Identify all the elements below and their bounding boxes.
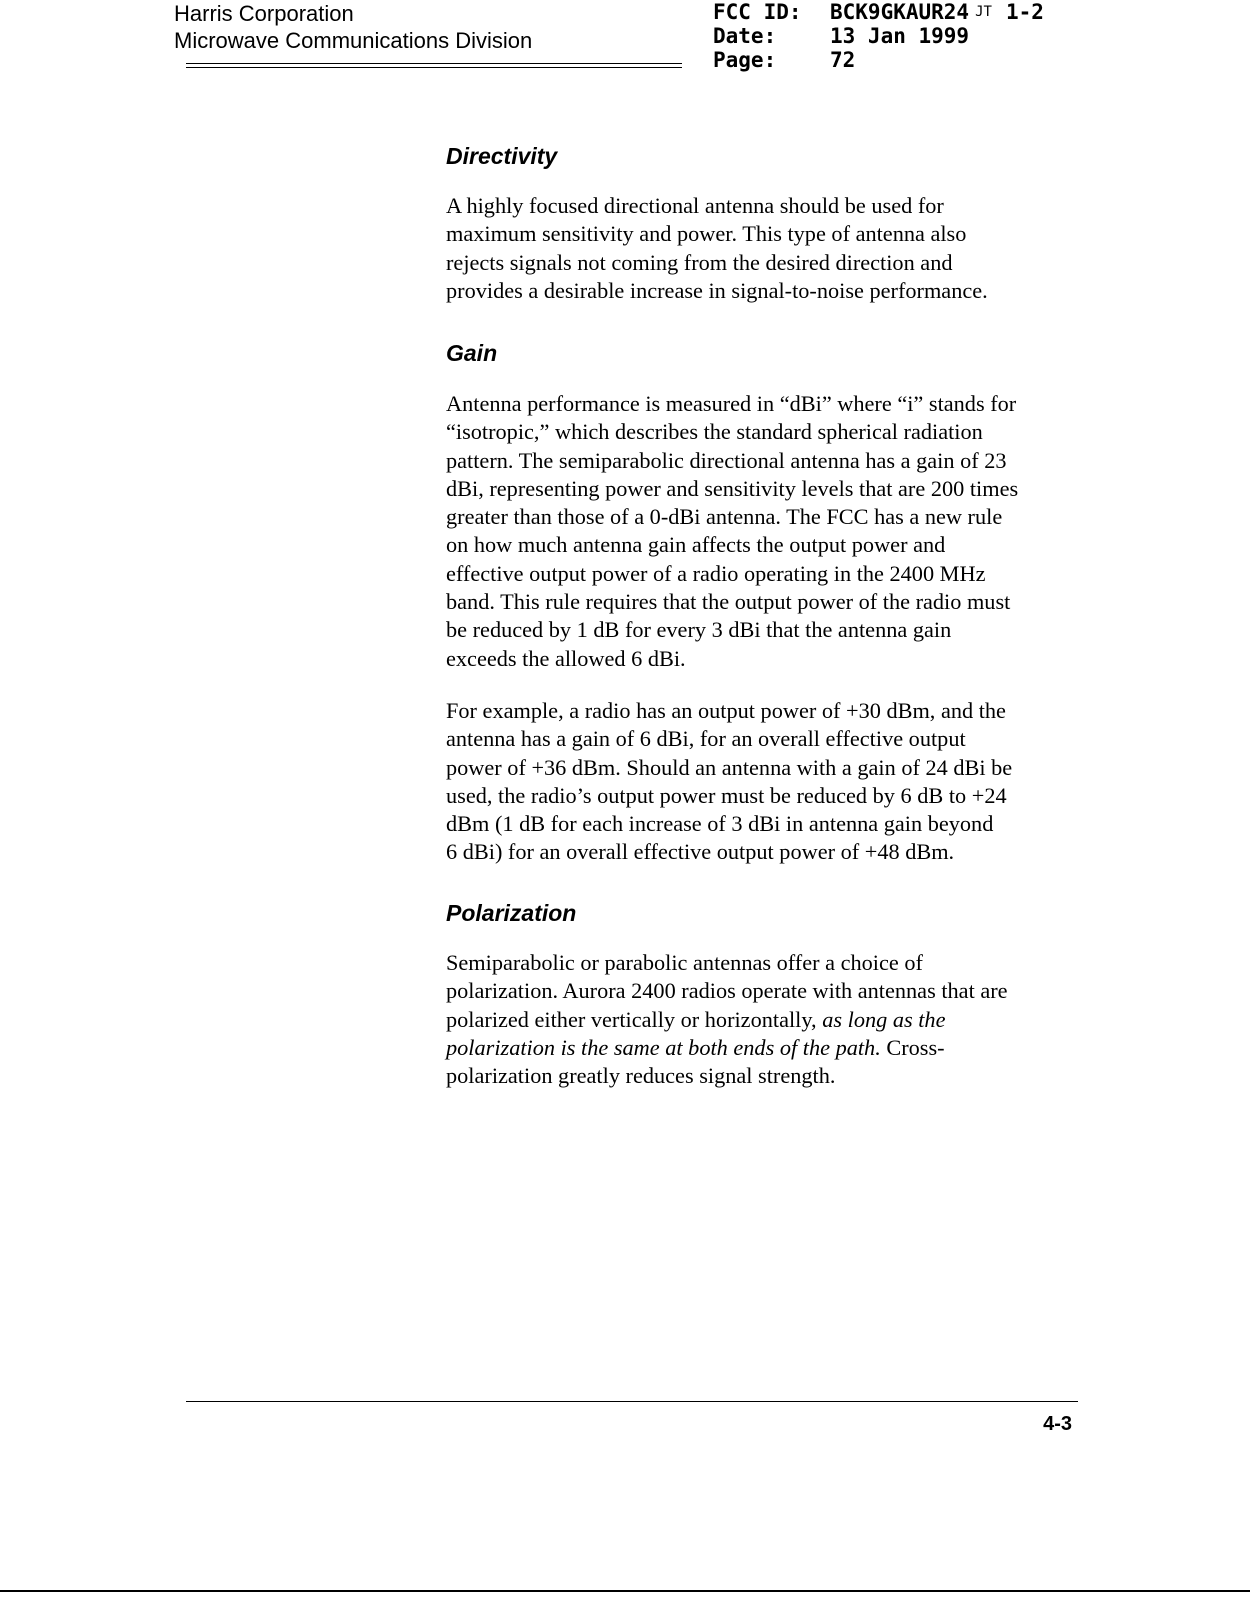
company-name: Harris Corporation	[174, 1, 354, 26]
text-line: be reduced by 1 dB for every 3 dBi that the antenna gain	[446, 617, 952, 643]
text-line: pattern. The semiparabolic directional antenna has a gain of 23	[446, 447, 1007, 473]
italic-run: polarization is the same at both ends of the path.	[446, 1034, 881, 1060]
text-line: polarization. Aurora 2400 radios operate with antennas that are	[446, 978, 1008, 1004]
italic-run: as long as the	[822, 1006, 946, 1032]
header-right	[713, 0, 1044, 72]
text-line: rejects signals not coming from the desired direction and	[446, 249, 953, 275]
fcc-id-label: FCC ID:	[713, 0, 802, 24]
text-line-mixed	[446, 1006, 1086, 1034]
text-line: antenna has a gain of 6 dBi, for an overall effective output	[446, 726, 966, 752]
text-run: Cross-	[886, 1034, 945, 1060]
text-line: dBm (1 dB for each increase of 3 dBi in antenna gain beyond	[446, 811, 994, 837]
heading-polarization: Polarization	[446, 900, 577, 926]
text-run: polarized either vertically or horizontally,	[446, 1006, 817, 1032]
page-row	[713, 48, 1044, 72]
heading-gain: Gain	[446, 340, 498, 366]
date-label: Date:	[713, 24, 777, 48]
text-line: For example, a radio has an output power of +30 dBm, and the	[446, 698, 1006, 723]
date-value: 13 Jan 1999	[830, 24, 970, 48]
header-rule-top	[186, 63, 682, 64]
text-line: polarization greatly reduces signal strength.	[446, 1063, 836, 1089]
text-line: used, the radio’s output power must be reduced by 6 dB to +24	[446, 782, 1007, 808]
text-line-mixed	[446, 1034, 1086, 1062]
text-line: Semiparabolic or parabolic antennas offer a choice of	[446, 950, 923, 975]
division-name: Microwave Communications Division	[174, 28, 533, 53]
fcc-id-row	[713, 0, 1044, 24]
text-line: exceeds the allowed 6 dBi.	[446, 645, 686, 671]
text-line: band. This rule requires that the output power of the radio must	[446, 589, 1011, 615]
footer-rule	[186, 1401, 1078, 1402]
text-line: “isotropic,” which describes the standard spherical radiation	[446, 419, 983, 445]
page-value: 72	[830, 48, 856, 72]
paragraph-polarization	[446, 949, 1086, 1090]
text-line: effective output power of a radio operating in the 2400 MHz	[446, 560, 986, 586]
text-line: on how much antenna gain affects the output power and	[446, 532, 946, 558]
heading-directivity: Directivity	[446, 143, 558, 169]
date-row	[713, 24, 1044, 48]
text-line: greater than those of a 0-dBi antenna. The FCC has a new rule	[446, 504, 1003, 530]
text-line: A highly focused directional antenna should be used for	[446, 193, 944, 218]
fcc-id-note: JT	[975, 4, 992, 20]
fcc-id-value: BCK9GKAUR24	[830, 0, 970, 24]
paragraph-directivity	[446, 192, 1086, 305]
text-line: provides a desirable increase in signal-to-noise performance.	[446, 277, 988, 303]
header-rule-bottom	[186, 67, 682, 68]
text-line: maximum sensitivity and power. This type of antenna also	[446, 221, 967, 247]
page-bottom-edge	[0, 1590, 1250, 1592]
header-left	[174, 0, 532, 54]
page-label: Page:	[713, 48, 777, 72]
text-line: Antenna performance is measured in “dBi” where “i” stands for	[446, 391, 1017, 416]
text-line: power of +36 dBm. Should an antenna with a gain of 24 dBi be	[446, 754, 1013, 780]
text-line: dBi, representing power and sensitivity levels that are 200 times	[446, 475, 1019, 501]
text-line: 6 dBi) for an overall effective output power of +48 dBm.	[446, 839, 955, 865]
fcc-id-exhibit: 1-2	[1005, 0, 1044, 24]
paragraph-gain-1	[446, 390, 1086, 673]
paragraph-gain-2	[446, 697, 1086, 867]
page-number: 4-3	[1043, 1413, 1072, 1435]
